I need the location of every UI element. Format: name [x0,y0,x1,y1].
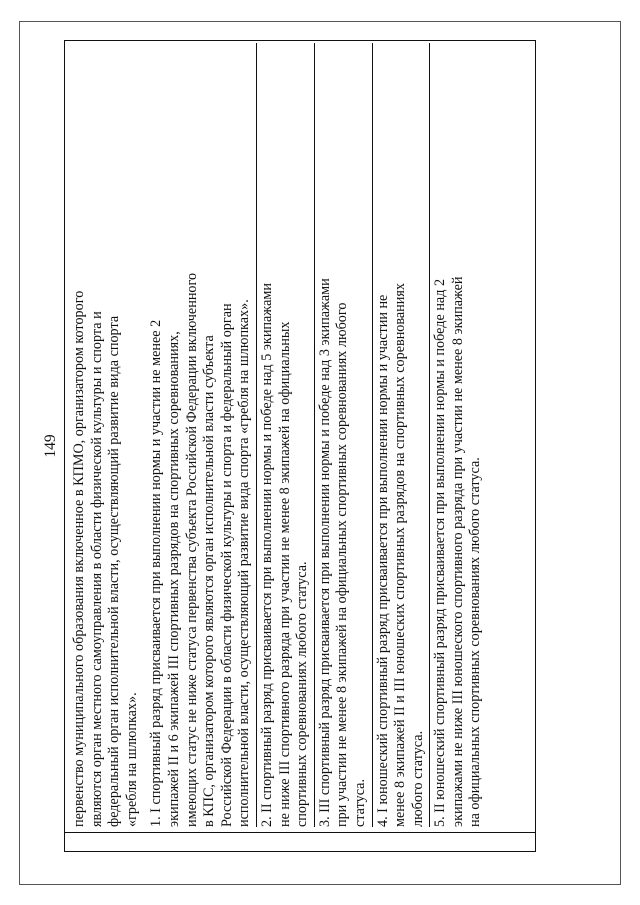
paragraph-6 [432,43,485,827]
paragraph-2 [148,43,254,827]
rotated-page [42,40,536,852]
row-divider [314,43,315,827]
norms-table [64,40,536,852]
paragraph-1 [71,43,141,827]
text-line: 3. III спортивный разряд присваивается при выполнении нормы и победе над 3 экипажами [316,278,333,827]
row-divider [429,43,430,827]
text-line: исполнительной власти, осуществляющий развитие вида спорта «гребля на шлюпках». [236,299,253,827]
page-number: 149 [42,434,59,458]
table-column-divider [65,832,535,833]
text-line: спортивных соревнованиях любого статуса. [294,561,311,827]
text-line: имеющих статус не ниже статуса первенства субъекта Российской Федерации включенного [183,272,200,827]
text-line: «гребля на шлюпках». [123,692,140,827]
text-line: в КПС, организатором которого являются орган исполнительной власти субъекта [201,335,218,827]
table-cell-text [71,43,485,827]
row-divider [256,43,257,827]
paragraph-gap [141,43,148,827]
text-line: экипажей II и 6 экипажей III спортивных разрядов на спортивных соревнованиях, [165,331,182,827]
text-line: Российской Федерации в области физической культуры и спорта и федеральный орган [218,303,235,827]
text-line: при участии не менее 8 экипажей на официальных спортивных соревнованиях любого [334,302,351,827]
text-line: любого статуса. [409,730,426,827]
text-line: первенство муниципального образования включенное в КПМО, организатором которого [71,290,87,827]
text-line: 2. II спортивный разряд присваивается при выполнении нормы и победе над 5 экипажами [258,283,275,827]
paragraph-4 [317,43,370,827]
row-divider [372,43,373,827]
text-line: 5. II юношеский спортивный разряд присваивается при выполнении нормы и победе над 2 [432,278,449,827]
text-line: на официальных спортивных соревнованиях любого статуса. [467,457,484,827]
paragraph-5 [375,43,428,827]
text-line: менее 8 экипажей II и III юношеских спортивных разрядов на спортивных соревнованиях [392,283,409,827]
text-line: являются орган местного самоуправления в области физической культуры и спорта и [88,311,105,827]
text-line: не ниже III спортивного разряда при участии не менее 8 экипажей на официальных [276,321,293,827]
text-line: федеральный орган исполнительной власти, осуществляющий развитие вида спорта [106,315,123,827]
text-line: 1. I спортивный разряд присваивается при выполнении нормы и участии не менее 2 [148,319,165,827]
text-line: статуса. [351,778,368,827]
text-line: экипажами не ниже III юношеского спортивного разряда при участии не менее 8 экипажей [449,276,466,827]
paragraph-3 [259,43,312,827]
text-line: 4. I юношеский спортивный разряд присваивается при выполнении нормы и участии не [374,294,391,827]
